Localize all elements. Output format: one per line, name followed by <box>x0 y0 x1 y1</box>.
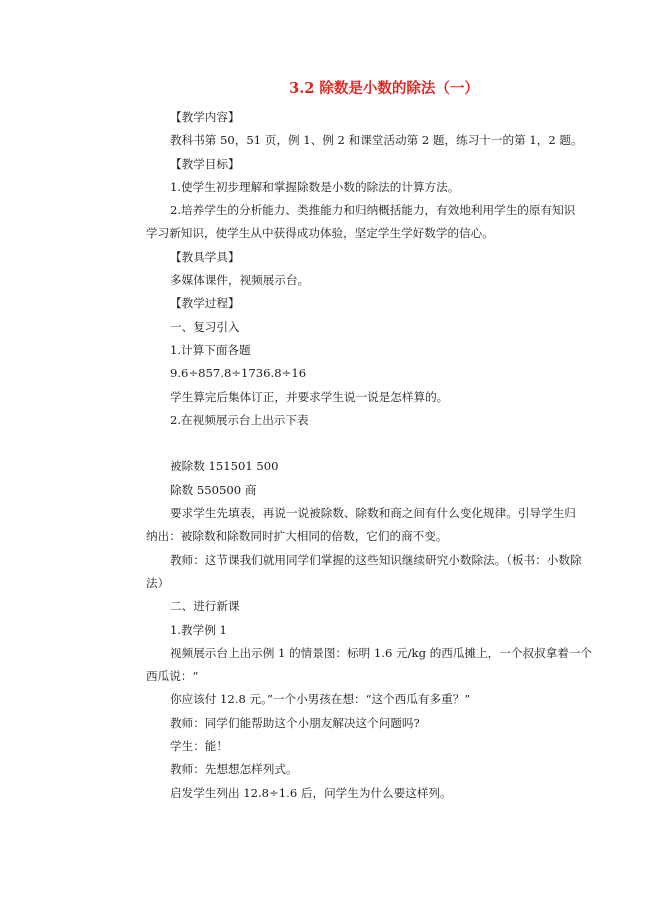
blank-line <box>146 432 586 455</box>
document-page <box>146 78 593 805</box>
text-line: 1.计算下面各题 <box>170 342 251 357</box>
text-line: 启发学生列出 12.8÷1.6 后，问学生为什么要这样列。 <box>170 785 452 800</box>
text-line: 学习新知识，使学生从中获得成功体验，坚定学生学好数学的信心。 <box>146 226 494 241</box>
text-line: 学生：能！ <box>170 739 228 754</box>
text-line: 被除数 151501 500 <box>170 459 279 474</box>
text-line: 教师：同学们能帮助这个小朋友解决这个问题吗? <box>170 715 420 730</box>
text-line: 教科书第 50，51 页，例 1、例 2 和课堂活动第 2 题，练习十一的第 1，2 题。 <box>170 133 583 148</box>
text-line: 纳出：被除数和除数同时扩大相同的倍数，它们的商不变。 <box>146 529 448 544</box>
text-line: 2.在视频展示台上出示下表 <box>170 412 309 427</box>
document-body <box>146 106 593 805</box>
text-line: 多媒体课件，视频展示台。 <box>170 273 310 288</box>
text-line: 视频展示台上出示例 1 的情景图：标明 1.6 元/kg 的西瓜摊上，一个叔叔拿着一个 <box>170 645 593 660</box>
text-line: 9.6÷857.8÷1736.8÷16 <box>170 366 307 381</box>
text-line: 【教学目标】 <box>170 156 240 171</box>
text-line: 你应该付 12.8 元。”一个小男孩在想：“这个西瓜有多重？” <box>170 692 471 707</box>
text-line: 1.教学例 1 <box>170 622 227 637</box>
text-line: 2.培养学生的分析能力、类推能力和归纳概括能力，有效地利用学生的原有知识 <box>170 203 576 218</box>
text-line: 除数 550500 商 <box>170 482 257 497</box>
text-line: 1.使学生初步理解和掌握除数是小数的除法的计算方法。 <box>170 179 460 194</box>
text-line: 二、进行新课 <box>170 599 240 614</box>
text-line: 法） <box>146 575 170 590</box>
text-line: 【教具学具】 <box>170 249 240 264</box>
text-line: 【教学过程】 <box>170 296 240 311</box>
text-line: 要求学生先填表，再说一说被除数、除数和商之间有什么变化规律。引导学生归 <box>170 506 576 521</box>
text-line: 教师：这节课我们就用同学们掌握的这些知识继续研究小数除法。（板书：小数除 <box>170 552 582 567</box>
text-line: 一、复习引入 <box>170 319 240 334</box>
document-title: 3.2 除数是小数的除法（一） <box>289 80 479 97</box>
text-line: 学生算完后集体订正，并要求学生说一说是怎样算的。 <box>170 389 449 404</box>
text-line: 教师：先想想怎样列式。 <box>170 762 298 777</box>
text-line: 【教学内容】 <box>170 110 240 124</box>
text-line: 西瓜说：“ <box>146 669 199 684</box>
